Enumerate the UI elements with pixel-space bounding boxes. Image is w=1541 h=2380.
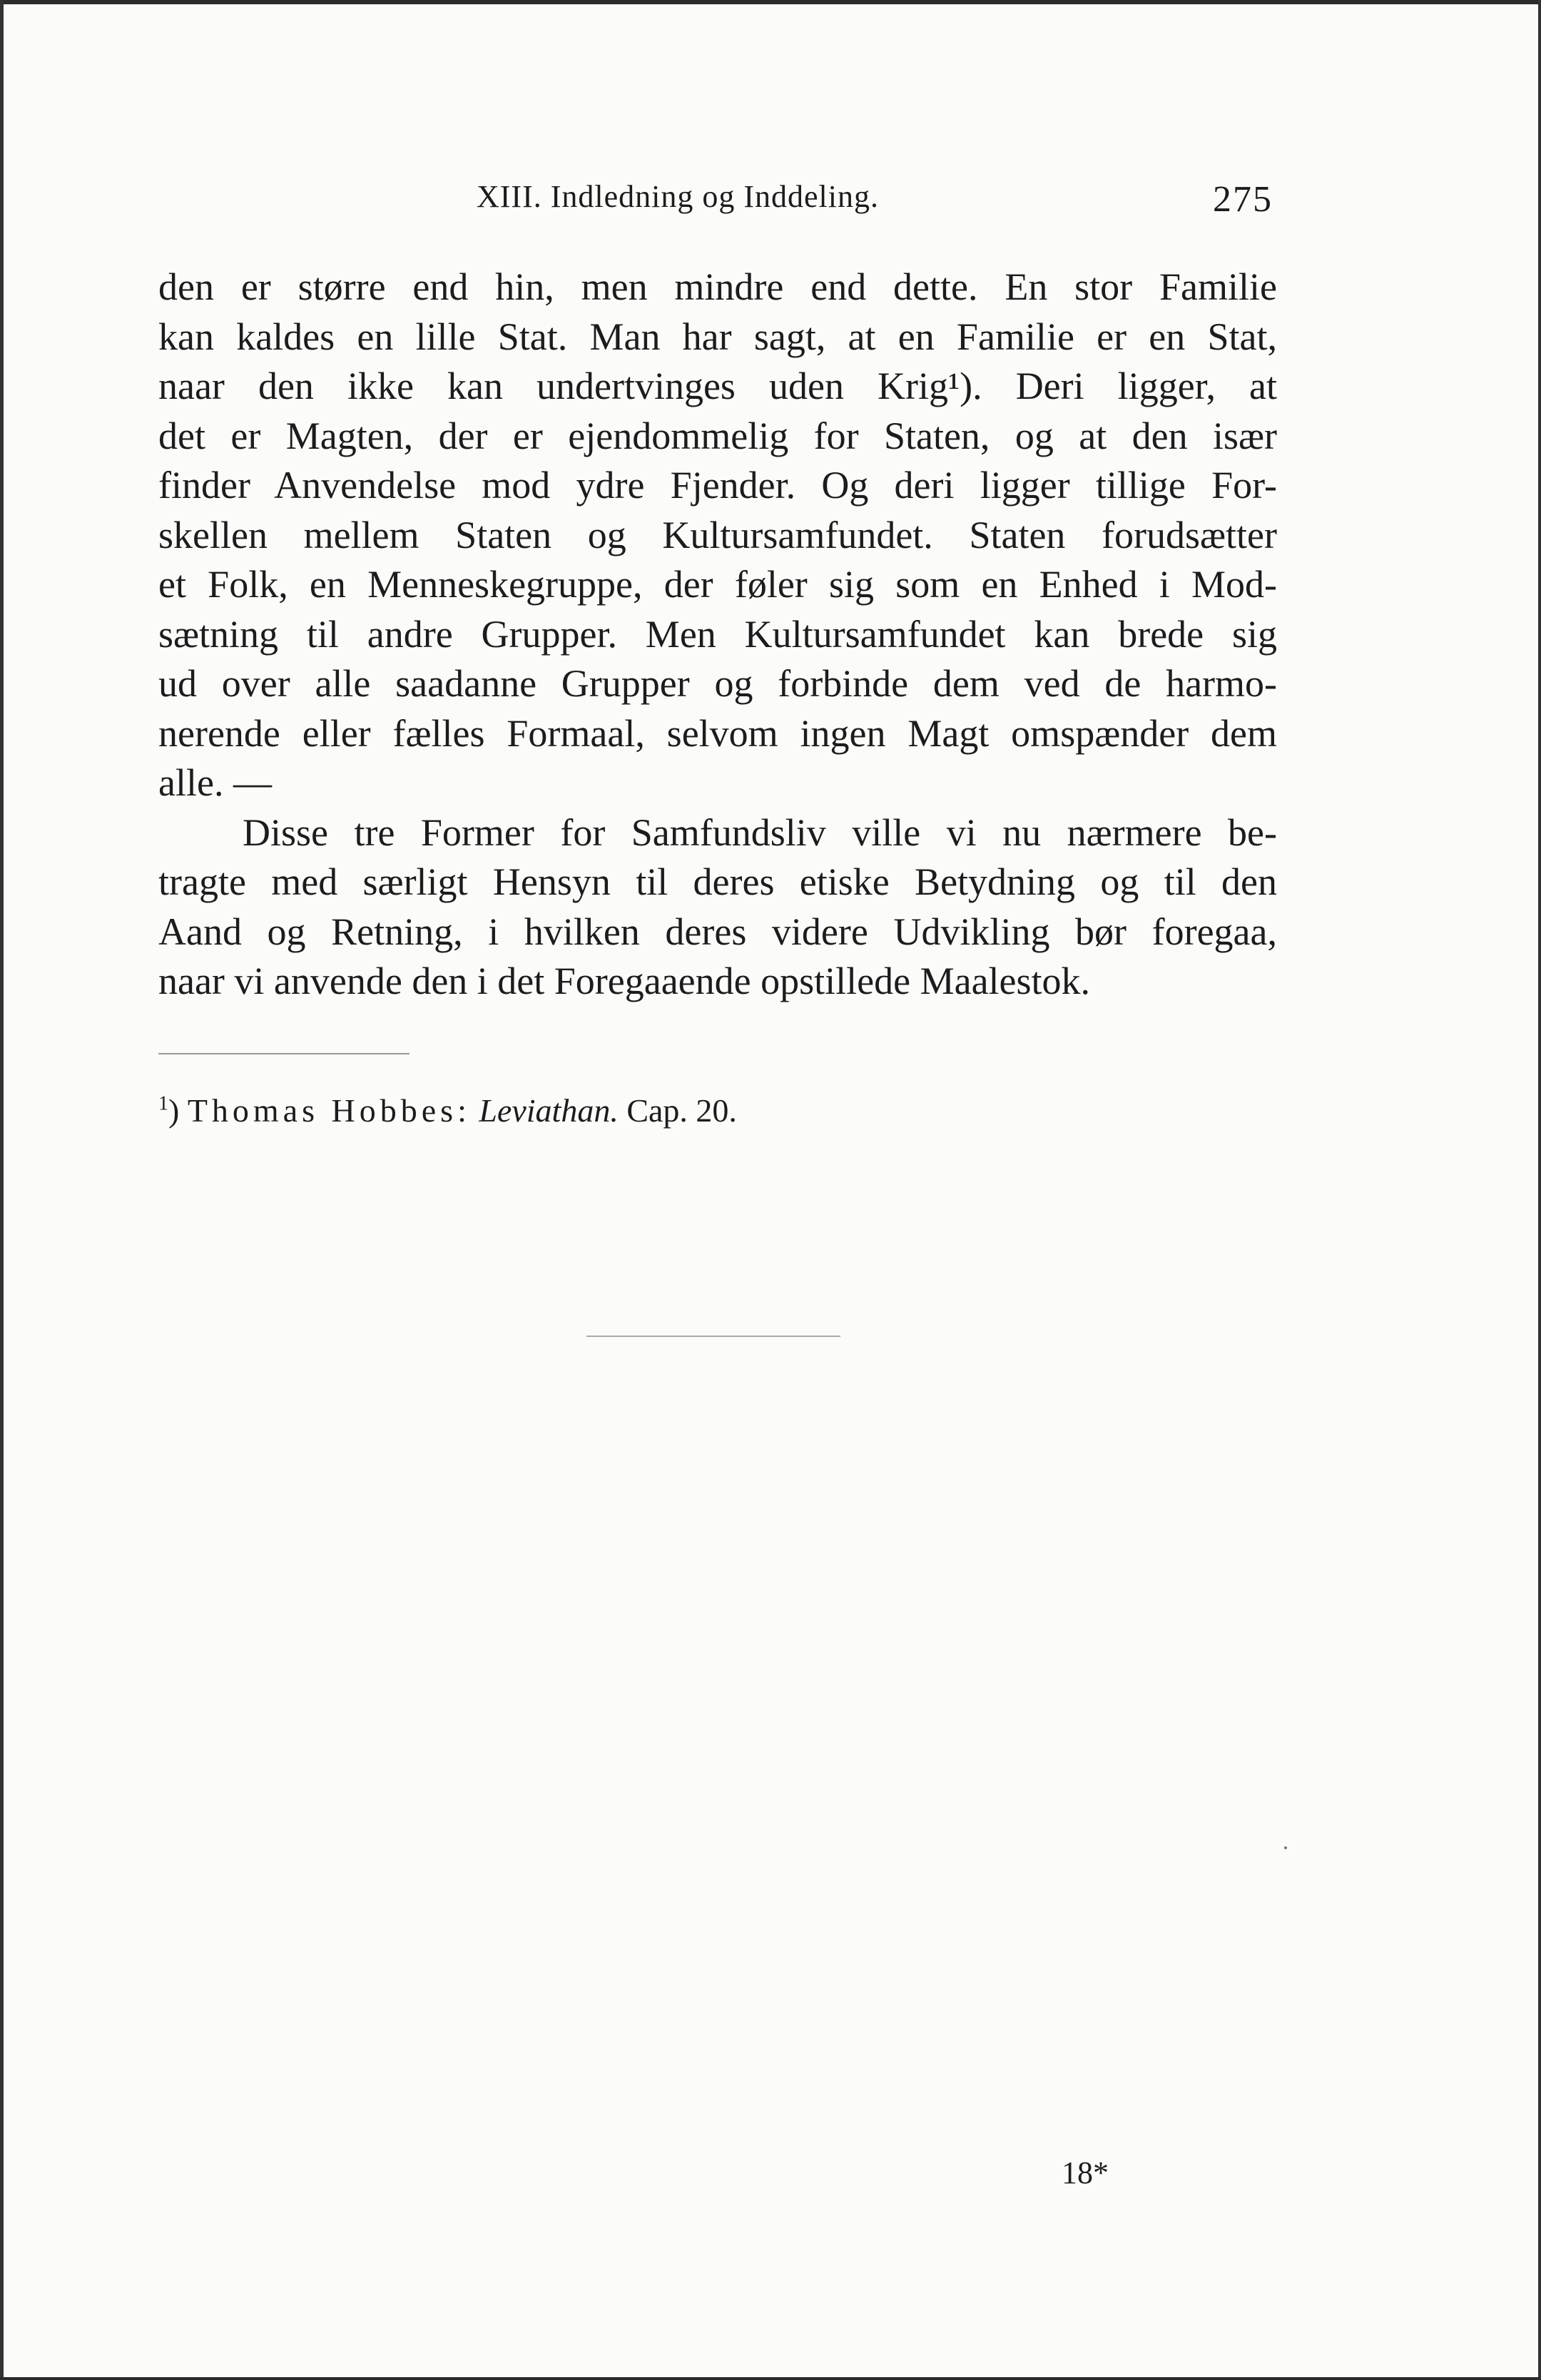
text-line: finder Anvendelse mod ydre Fjender. Og deri ligger tillige For- xyxy=(158,464,1277,507)
page-edge xyxy=(0,0,1541,4)
page-number: 275 xyxy=(1213,179,1273,220)
text-line: Disse tre Former for Samfundsliv ville vi nu nærmere be- xyxy=(243,810,1277,854)
footnote-work: Leviathan. xyxy=(479,1092,619,1129)
page-edge xyxy=(1538,0,1541,2380)
paper-speck xyxy=(1284,1846,1287,1849)
text-line: ud over alle saadanne Grupper og forbinde dem ved de harmo- xyxy=(158,662,1277,705)
text-line: tragte med særligt Hensyn til deres etiske Betydning og til den xyxy=(158,860,1277,903)
running-title: XIII. Indledning og Inddeling. xyxy=(477,179,879,214)
footnote-paren: ) xyxy=(168,1092,188,1129)
signature-mark: 18* xyxy=(1062,2155,1109,2190)
text-line: kan kaldes en lille Stat. Man har sagt, at en Familie er en Stat, xyxy=(158,315,1277,358)
text-line: skellen mellem Staten og Kultursamfundet. Staten forudsætter xyxy=(158,513,1277,556)
page-edge xyxy=(0,2377,1541,2380)
text-line: naar vi anvende den i det Foregaaende opstillede Maalestok. xyxy=(158,960,1091,1002)
footnote-marker: 1 xyxy=(158,1092,168,1115)
text-line: det er Magten, der er ejendommelig for Staten, og at den især xyxy=(158,414,1277,457)
body-text xyxy=(158,263,1277,1007)
page-edge xyxy=(0,0,4,2380)
text-line: naar den ikke kan undertvinges uden Krig¹). Deri ligger, at xyxy=(158,365,1277,407)
text-line: nerende eller fælles Formaal, selvom ingen Magt omspænder dem xyxy=(158,711,1277,755)
footnote-rule xyxy=(158,1053,410,1054)
section-rule xyxy=(586,1336,840,1337)
footnote xyxy=(158,1092,737,1129)
text-line: sætning til andre Grupper. Men Kultursamfundet kan brede sig xyxy=(158,612,1277,656)
text-line: et Folk, en Menneskegruppe, der føler sig som en Enhed i Mod- xyxy=(158,563,1277,606)
text-line: Aand og Retning, i hvilken deres videre Udvikling bør foregaa, xyxy=(158,910,1277,953)
footnote-author: Thomas Hobbes: xyxy=(187,1092,471,1129)
text-line: alle. — xyxy=(158,761,272,804)
text-line: den er større end hin, men mindre end dette. En stor Familie xyxy=(158,265,1277,308)
footnote-ref: Cap. 20. xyxy=(626,1092,737,1129)
